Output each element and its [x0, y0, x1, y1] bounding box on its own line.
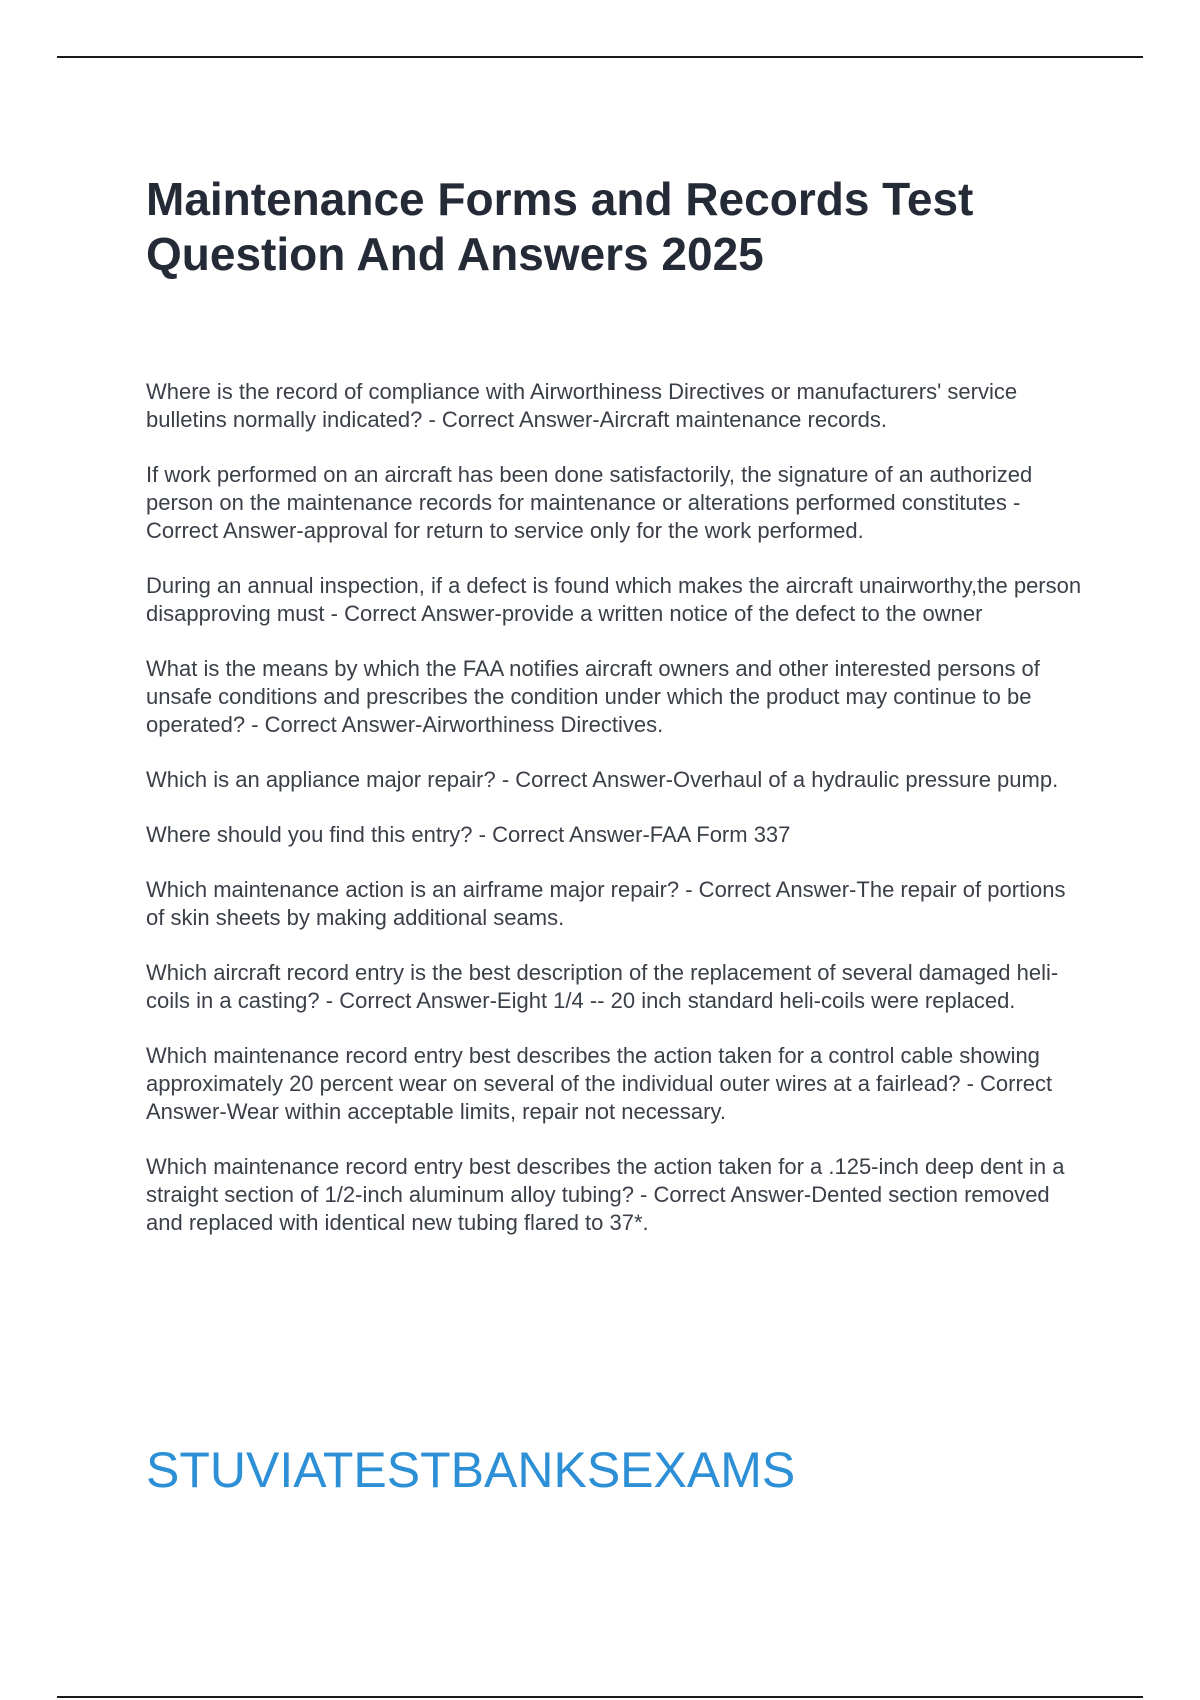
- document-body: [146, 172, 1086, 1264]
- question-text: What is the means by which the FAA notifies aircraft owners and other interested persons of unsafe conditions and prescribes the condition under which the product may continue to be operated?: [146, 656, 1040, 737]
- qa-item: [146, 572, 1086, 628]
- answer-separator: - Correct Answer-: [319, 988, 497, 1013]
- bottom-rule: [57, 1696, 1143, 1698]
- answer-text: The repair of portions of skin sheets by making additional seams.: [146, 877, 1066, 930]
- answer-text: Aircraft maintenance records.: [599, 407, 887, 432]
- answer-separator: - Correct Answer-: [245, 712, 423, 737]
- qa-item: [146, 1042, 1086, 1126]
- answer-separator: - Correct Answer-: [422, 407, 600, 432]
- answer-separator: - Correct Answer-: [146, 490, 1021, 543]
- brand-watermark: STUVIATESTBANKSEXAMS: [146, 1442, 796, 1498]
- title-line-2: Question And Answers 2025: [146, 228, 764, 280]
- answer-text: Overhaul of a hydraulic pressure pump.: [673, 767, 1059, 792]
- question-text: Where is the record of compliance with Airworthiness Directives or manufacturers' service bulletins normally indicated?: [146, 379, 1018, 432]
- qa-item: [146, 378, 1086, 434]
- question-text: If work performed on an aircraft has been done satisfactorily, the signature of an authorized person on the maintenance records for maintenance or alterations performed constitutes: [146, 462, 1033, 515]
- answer-separator: - Correct Answer-: [146, 1071, 1053, 1124]
- title-line-1: Maintenance Forms and Records Test: [146, 173, 974, 225]
- answer-text: FAA Form 337: [649, 822, 791, 847]
- qa-item: [146, 655, 1086, 739]
- qa-item: [146, 1153, 1086, 1237]
- question-text: Which aircraft record entry is the best description of the replacement of several damaged heli-coils in a casting?: [146, 960, 1059, 1013]
- question-text: Which maintenance record entry best describes the action taken for a .125-inch deep dent in a straight section of 1/2-inch aluminum alloy tubing?: [146, 1154, 1065, 1207]
- document-title: [146, 172, 1086, 282]
- question-text: Which is an appliance major repair?: [146, 767, 496, 792]
- qa-list: [146, 378, 1086, 1237]
- answer-separator: - Correct Answer-: [495, 767, 673, 792]
- qa-item: [146, 876, 1086, 932]
- question-text: Which maintenance action is an airframe major repair?: [146, 877, 680, 902]
- answer-text: Wear within acceptable limits, repair not necessary.: [226, 1099, 726, 1124]
- answer-separator: - Correct Answer-: [324, 601, 502, 626]
- question-text: During an annual inspection, if a defect is found which makes the aircraft unairworthy,the person disapproving must: [146, 573, 1082, 626]
- top-rule: [57, 56, 1143, 58]
- question-text: Where should you find this entry?: [146, 822, 473, 847]
- qa-item: [146, 821, 1086, 849]
- answer-text: Dented section removed and replaced with identical new tubing flared to 37*.: [146, 1182, 1050, 1235]
- answer-separator: - Correct Answer-: [472, 822, 650, 847]
- answer-separator: - Correct Answer-: [679, 877, 857, 902]
- qa-item: [146, 959, 1086, 1015]
- answer-text: Airworthiness Directives.: [422, 712, 664, 737]
- qa-item: [146, 766, 1086, 794]
- answer-separator: - Correct Answer-: [633, 1182, 812, 1207]
- qa-item: [146, 461, 1086, 545]
- answer-text: provide a written notice of the defect to the owner: [501, 601, 983, 626]
- question-text: Which maintenance record entry best describes the action taken for a control cable showing approximately 20 percent wear on several of the individual outer wires at a fairlead?: [146, 1043, 1040, 1096]
- answer-text: Eight 1/4 -- 20 inch standard heli-coils were replaced.: [496, 988, 1016, 1013]
- answer-text: approval for return to service only for the work performed.: [303, 518, 864, 543]
